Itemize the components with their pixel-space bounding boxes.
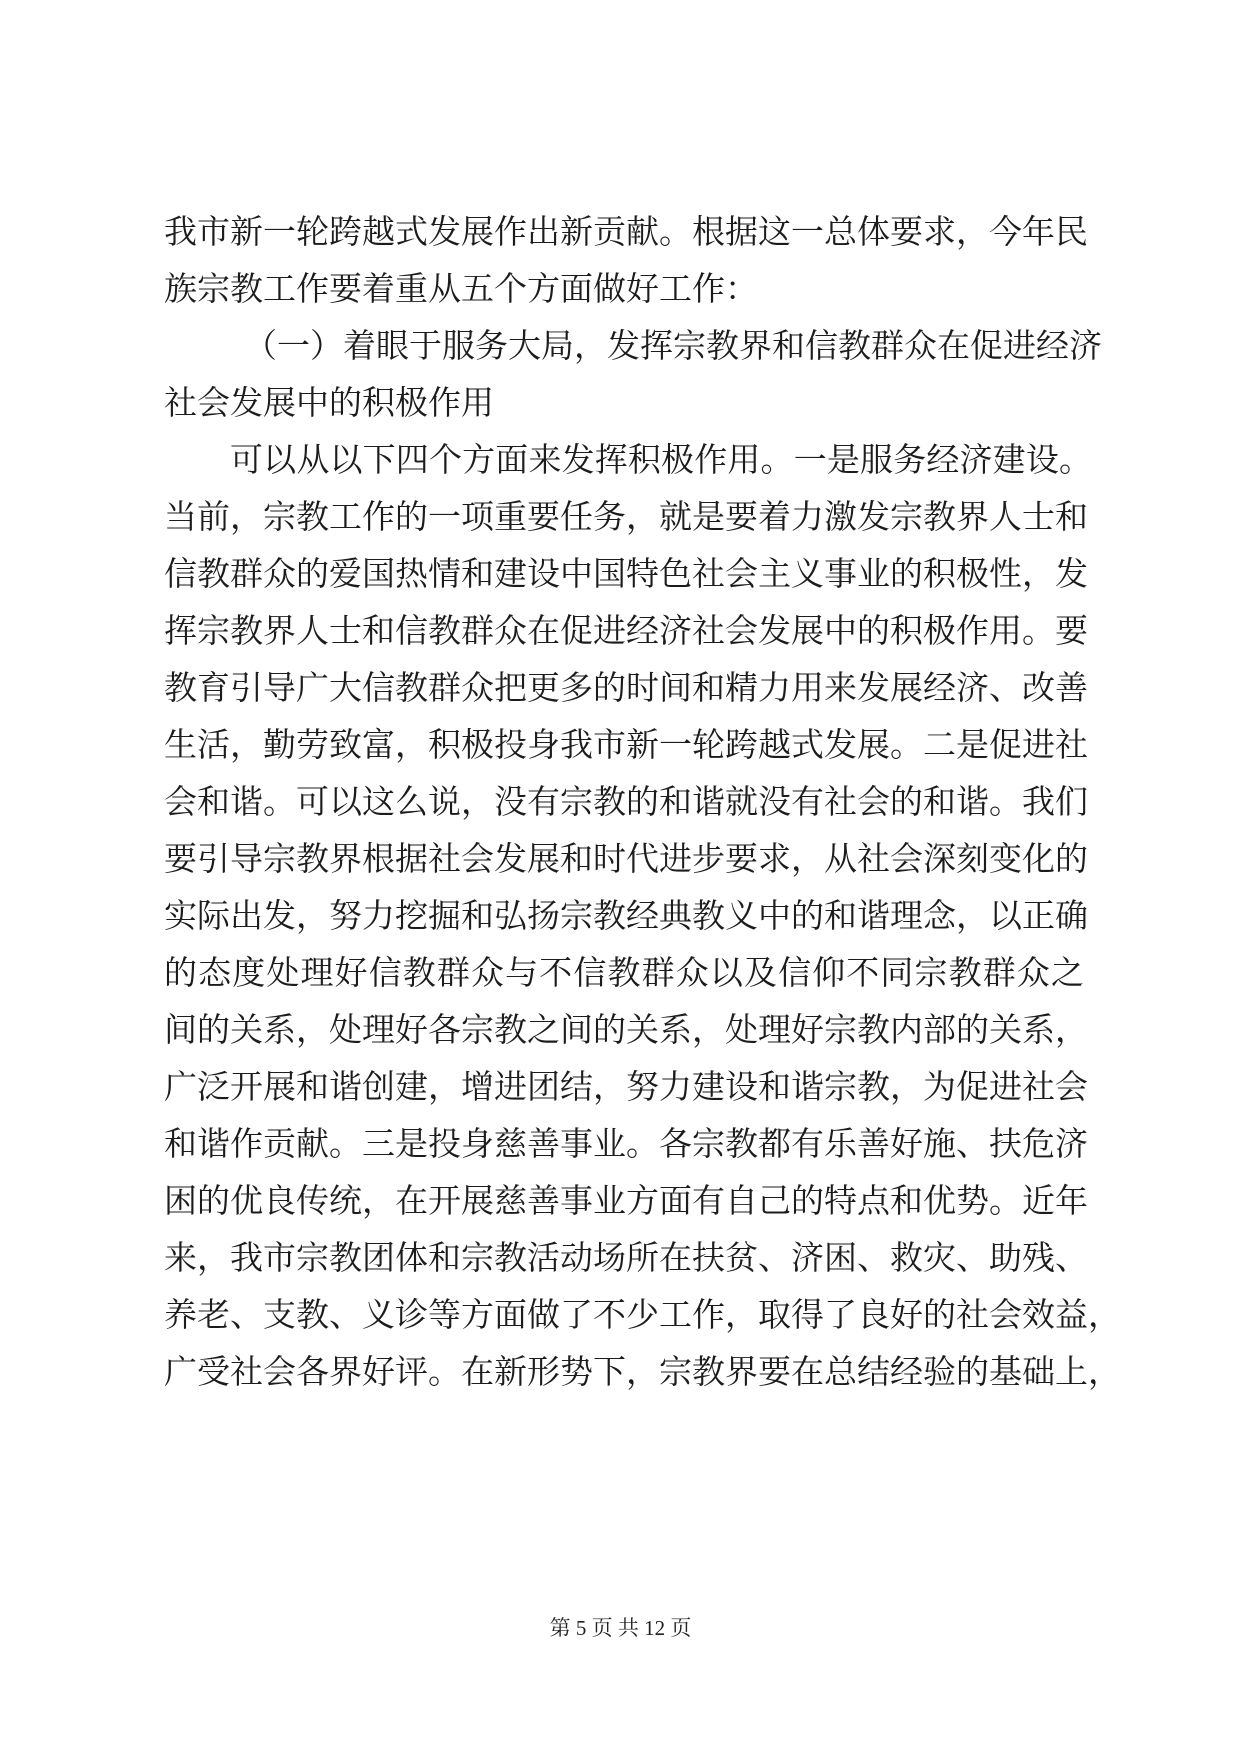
text-line: 挥宗教界人士和信教群众在促进经济社会发展中的积极作用。要 (164, 611, 1088, 650)
text-line: 可以从以下四个方面来发挥积极作用。一是服务经济建设。 (230, 440, 1092, 479)
section-heading-line: （一）着眼于服务大局，发挥宗教界和信教群众在促进经济 (244, 326, 1102, 365)
text-line: 族宗教工作要着重从五个方面做好工作： (164, 269, 758, 308)
text-line: 来，我市宗教团体和宗教活动场所在扶贫、济困、救灾、助残、 (164, 1238, 1088, 1277)
text-line: 要引导宗教界根据社会发展和时代进步要求，从社会深刻变化的 (164, 839, 1088, 878)
text-line: 的态度处理好信教群众与不信教群众以及信仰不同宗教群众之 (164, 953, 1084, 992)
page-number-footer: 第 5 页 共 12 页 (549, 1616, 692, 1640)
text-line: 间的关系，处理好各宗教之间的关系，处理好宗教内部的关系， (164, 1010, 1088, 1049)
text-line: 我市新一轮跨越式发展作出新贡献。根据这一总体要求，今年民 (164, 212, 1088, 251)
text-line: 广受社会各界好评。在新形势下，宗教界要在总结经验的基础上， (164, 1352, 1121, 1391)
text-line: 困的优良传统，在开展慈善事业方面有自己的特点和优势。近年 (164, 1181, 1088, 1220)
text-line: 和谐作贡献。三是投身慈善事业。各宗教都有乐善好施、扶危济 (164, 1124, 1088, 1163)
text-line: 会和谐。可以这么说，没有宗教的和谐就没有社会的和谐。我们 (164, 782, 1088, 821)
text-line: 广泛开展和谐创建，增进团结，努力建设和谐宗教，为促进社会 (164, 1067, 1088, 1106)
text-line: 信教群众的爱国热情和建设中国特色社会主义事业的积极性，发 (164, 554, 1088, 593)
text-line: 教育引导广大信教群众把更多的时间和精力用来发展经济、改善 (164, 668, 1088, 707)
text-line: 实际出发，努力挖掘和弘扬宗教经典教义中的和谐理念，以正确 (164, 896, 1088, 935)
text-line: 养老、支教、义诊等方面做了不少工作，取得了良好的社会效益， (164, 1295, 1121, 1334)
text-line: 当前，宗教工作的一项重要任务，就是要着力激发宗教界人士和 (164, 497, 1088, 536)
section-heading-line: 社会发展中的积极作用 (164, 383, 494, 422)
text-line: 生活，勤劳致富，积极投身我市新一轮跨越式发展。二是促进社 (164, 725, 1088, 764)
